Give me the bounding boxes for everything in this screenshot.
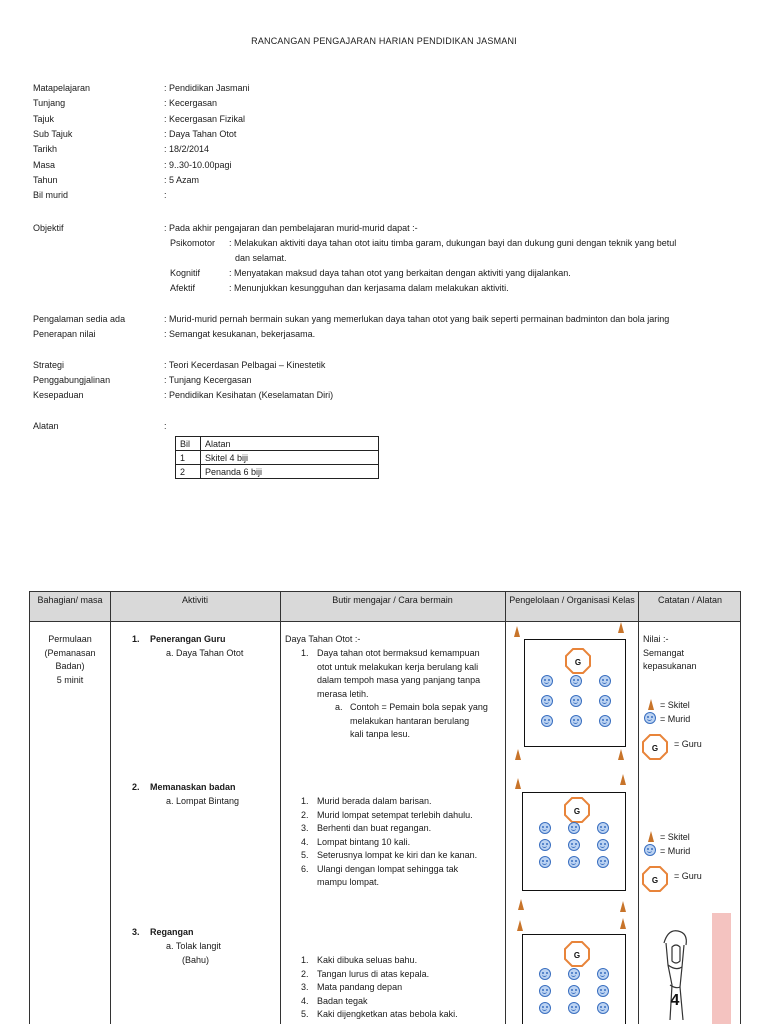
column-divider	[280, 592, 281, 1024]
step-item: 3. Mata pandang depan	[301, 982, 403, 992]
legend-murid-icon	[644, 712, 656, 724]
info-value: :	[164, 190, 167, 201]
murid-icon	[541, 715, 553, 727]
murid-icon	[568, 1002, 580, 1014]
guru-mark-label: G	[651, 744, 659, 753]
cone-icon	[515, 749, 521, 760]
info-label: Tarikh	[33, 144, 58, 155]
nilai-note-label: Nilai :-	[643, 634, 669, 644]
header-bahagian: Bahagian/ masa	[37, 595, 103, 605]
cone-icon	[620, 901, 626, 912]
cone-icon	[517, 920, 523, 931]
butir-line: merasa letih.	[317, 688, 369, 699]
section-2-sub: a. Lompat Bintang	[166, 796, 240, 806]
psikomotor-label: Psikomotor	[170, 238, 216, 248]
alatan-row	[176, 451, 379, 465]
alatan-cell: 2	[176, 465, 201, 479]
murid-icon	[599, 695, 611, 707]
murid-icon	[597, 822, 609, 834]
figure-margin-bar	[712, 913, 731, 1024]
cone-icon	[618, 622, 624, 633]
alatan-table	[175, 436, 379, 479]
murid-icon	[539, 968, 551, 980]
murid-icon	[568, 985, 580, 997]
murid-icon	[539, 839, 551, 851]
contoh-text	[350, 701, 505, 742]
murid-icon	[539, 856, 551, 868]
section-3-sub: a. Tolak langit	[166, 941, 221, 951]
section-2-number: 2.	[132, 782, 140, 792]
guru-icon	[563, 940, 591, 968]
legend-skitel-label: = Skitel	[660, 832, 690, 842]
contoh-line: kali tanpa lesu.	[350, 729, 411, 739]
step-text: Murid berada dalam barisan.	[317, 796, 432, 806]
guru-mark-label: G	[573, 807, 581, 816]
bahagian-line: 5 minit	[56, 674, 84, 685]
step-item: 1. Kaki dibuka seluas bahu.	[301, 955, 418, 965]
section-1-heading: Penerangan Guru	[150, 634, 226, 644]
section-3-sub2: (Bahu)	[182, 955, 210, 965]
murid-icon	[599, 675, 611, 687]
murid-icon	[597, 1002, 609, 1014]
murid-icon	[568, 856, 580, 868]
butir-line: dalam tempoh masa yang panjang tanpa	[317, 675, 481, 685]
step-text: Mata pandang depan	[317, 982, 403, 992]
murid-icon	[568, 968, 580, 980]
page-title: RANCANGAN PENGAJARAN HARIAN PENDIDIKAN JASMANI	[251, 36, 517, 46]
murid-icon	[541, 695, 553, 707]
kognitif-label: Kognitif	[170, 268, 201, 278]
info-value: : 5 Azam	[164, 174, 200, 185]
kesepaduan-label: Kesepaduan	[33, 390, 84, 400]
section-2-heading: Memanaskan badan	[150, 782, 236, 792]
column-divider	[638, 592, 639, 1024]
step-item: 2. Murid lompat setempat terlebih dahulu.	[301, 809, 473, 820]
penggabungjalinan-value: : Tunjang Kecergasan	[164, 375, 252, 385]
murid-icon	[568, 839, 580, 851]
murid-icon	[597, 839, 609, 851]
murid-icon	[568, 822, 580, 834]
step-item: 2. Tangan lurus di atas kepala.	[301, 968, 430, 979]
section-3-number: 3.	[132, 927, 140, 937]
afektif-text: : Menunjukkan kesungguhan dan kerjasama dalam melakukan aktiviti.	[229, 283, 509, 293]
legend-cone-icon	[648, 831, 654, 842]
step-item: 5. Seterusnya lompat ke kiri dan ke kanan.	[301, 850, 478, 860]
info-label: Bil murid	[33, 190, 69, 201]
nilai-value: : Semangat kesukanan, bekerjasama.	[164, 329, 316, 339]
info-value: : Pendidikan Jasmani	[164, 83, 250, 93]
step-item: 4. Lompat bintang 10 kali.	[301, 836, 411, 847]
legend-skitel-label: = Skitel	[660, 700, 690, 710]
info-label: Tajuk	[33, 113, 55, 124]
cone-icon	[620, 918, 626, 929]
contoh-line: melakukan hantaran berulang	[350, 715, 470, 726]
murid-icon	[541, 675, 553, 687]
alatan-cell: 1	[176, 451, 201, 465]
cone-icon	[518, 899, 524, 910]
strategi-value: : Teori Kecerdasan Pelbagai – Kinestetik	[164, 360, 326, 370]
info-value: : 18/2/2014	[164, 144, 210, 155]
alatan-colon: :	[164, 421, 167, 431]
guru-icon	[563, 796, 591, 824]
murid-icon	[539, 1002, 551, 1014]
info-value: : 9..30-10.00pagi	[164, 159, 232, 170]
step-text: Kaki dijengketkan atas bebola kaki.	[317, 1009, 458, 1019]
legend-guru-icon	[641, 865, 669, 893]
bahagian-line: Badan)	[55, 661, 85, 671]
stretch-figure-illustration	[650, 925, 700, 1024]
nilai-note	[643, 633, 697, 674]
step-item: 6. Ulangi dengan lompat sehingga tak	[301, 863, 459, 874]
murid-icon	[570, 675, 582, 687]
step-text: Berhenti dan buat regangan.	[317, 823, 432, 833]
legend-murid-label: = Murid	[660, 714, 691, 724]
psikomotor-cont: dan selamat.	[235, 253, 287, 263]
pengalaman-label: Pengalaman sedia ada	[33, 314, 126, 324]
cone-icon	[515, 778, 521, 789]
bahagian-line: Permulaan	[48, 634, 92, 644]
section-1-butir-text	[317, 647, 507, 701]
header-aktiviti: Aktiviti	[181, 595, 208, 605]
column-divider	[110, 592, 111, 1024]
strategi-label: Strategi	[33, 360, 65, 370]
info-label: Tahun	[33, 174, 58, 185]
murid-icon	[597, 985, 609, 997]
cone-icon	[618, 749, 624, 760]
step-item: 4. Badan tegak	[301, 995, 368, 1006]
nilai-label: Penerapan nilai	[33, 329, 96, 339]
section-3-heading: Regangan	[150, 927, 194, 937]
kesepaduan-value: : Pendidikan Kesihatan (Keselamatan Diri)	[164, 390, 334, 400]
section-1-number: 1.	[132, 634, 140, 644]
nilai-note-line: Semangat	[643, 647, 685, 658]
legend-cone-icon	[648, 699, 654, 710]
murid-icon	[597, 856, 609, 868]
afektif-label: Afektif	[170, 283, 196, 293]
step-text: Kaki dibuka seluas bahu.	[317, 955, 418, 965]
header-butir: Butir mengajar / Cara bermain	[332, 595, 453, 605]
step-item: 3. Berhenti dan buat regangan.	[301, 823, 432, 833]
objektif-label: Objektif	[33, 223, 64, 233]
alatan-header-row	[176, 437, 379, 451]
step-text: Tangan lurus di atas kepala.	[317, 968, 430, 979]
butir-line: Daya tahan otot bermaksud kemampuan	[317, 648, 480, 658]
contoh-line: Contoh = Pemain bola sepak yang	[350, 702, 488, 712]
step-text: Ulangi dengan lompat sehingga tak	[317, 863, 459, 874]
header-catatan: Catatan / Alatan	[657, 595, 723, 605]
step-text: Murid lompat setempat terlebih dahulu.	[317, 809, 473, 820]
bahagian-cell	[30, 633, 110, 687]
guru-icon	[564, 647, 592, 675]
psikomotor-text: : Melakukan aktiviti daya tahan otot iaitu timba garam, dukungan bayi dan dukung guni dengan teknik yang betul	[229, 238, 677, 248]
contoh-label: a.	[335, 702, 343, 712]
guru-mark-label: G	[651, 876, 659, 885]
legend-guru-icon	[641, 733, 669, 761]
legend-murid-label: = Murid	[660, 846, 691, 856]
nilai-note-line: kepasukanan	[643, 661, 697, 671]
penggabungjalinan-label: Penggabungjalinan	[33, 375, 111, 385]
info-label: Sub Tajuk	[33, 128, 73, 139]
bahagian-line: (Pemanasan	[44, 647, 96, 658]
section-1-butir-title: Daya Tahan Otot :-	[285, 634, 361, 644]
guru-mark-label: G	[574, 658, 582, 667]
murid-icon	[570, 695, 582, 707]
alatan-row	[176, 465, 379, 479]
step-item	[301, 876, 506, 890]
step-text: mampu lompat.	[317, 877, 380, 887]
cone-icon	[514, 626, 520, 637]
butir-line: otot untuk melakukan kerja berulang kali	[317, 661, 479, 672]
murid-icon	[570, 715, 582, 727]
cone-icon	[620, 774, 626, 785]
info-value: : Kecergasan Fizikal	[164, 113, 246, 124]
kognitif-text: : Menyatakan maksud daya tahan otot yang berkaitan dengan aktiviti yang dijalankan.	[229, 268, 571, 278]
murid-icon	[539, 985, 551, 997]
legend-guru-label: = Guru	[674, 739, 702, 749]
alatan-header-bil: Bil	[176, 437, 201, 451]
alatan-label: Alatan	[33, 421, 59, 431]
murid-icon	[539, 822, 551, 834]
header-pengelolaan: Pengelolaan / Organisasi Kelas	[509, 595, 635, 605]
section-1-sub: a. Daya Tahan Otot	[166, 648, 244, 658]
step-text: Lompat bintang 10 kali.	[317, 836, 411, 847]
pengalaman-value: : Murid-murid pernah bermain sukan yang memerlukan daya tahan otot yang baik seperti permainan badminton dan bola jaring	[164, 314, 670, 324]
section-1-butir-number: 1.	[301, 648, 309, 658]
figure-number: 4	[670, 992, 680, 1009]
step-text: Badan tegak	[317, 995, 368, 1006]
objektif-intro: : Pada akhir pengajaran dan pembelajaran murid-murid dapat :-	[164, 223, 418, 233]
section-3-steps	[301, 954, 506, 1022]
legend-murid-icon	[644, 844, 656, 856]
info-label: Matapelajaran	[33, 83, 91, 93]
step-item: 1. Murid berada dalam barisan.	[301, 796, 432, 806]
alatan-cell: Skitel 4 biji	[201, 451, 379, 465]
step-item: 5. Kaki dijengketkan atas bebola kaki.	[301, 1009, 458, 1019]
info-label: Tunjang	[33, 98, 66, 109]
section-2-steps	[301, 795, 506, 890]
murid-icon	[597, 968, 609, 980]
step-text: Seterusnya lompat ke kiri dan ke kanan.	[317, 850, 478, 860]
info-label: Masa	[33, 159, 56, 170]
info-value: : Kecergasan	[164, 98, 218, 109]
alatan-header-alatan: Alatan	[201, 437, 379, 451]
murid-icon	[599, 715, 611, 727]
alatan-cell: Penanda 6 biji	[201, 465, 379, 479]
info-value: : Daya Tahan Otot	[164, 128, 237, 139]
legend-guru-label: = Guru	[674, 871, 702, 881]
guru-mark-label: G	[573, 951, 581, 960]
lesson-table	[29, 591, 741, 1024]
